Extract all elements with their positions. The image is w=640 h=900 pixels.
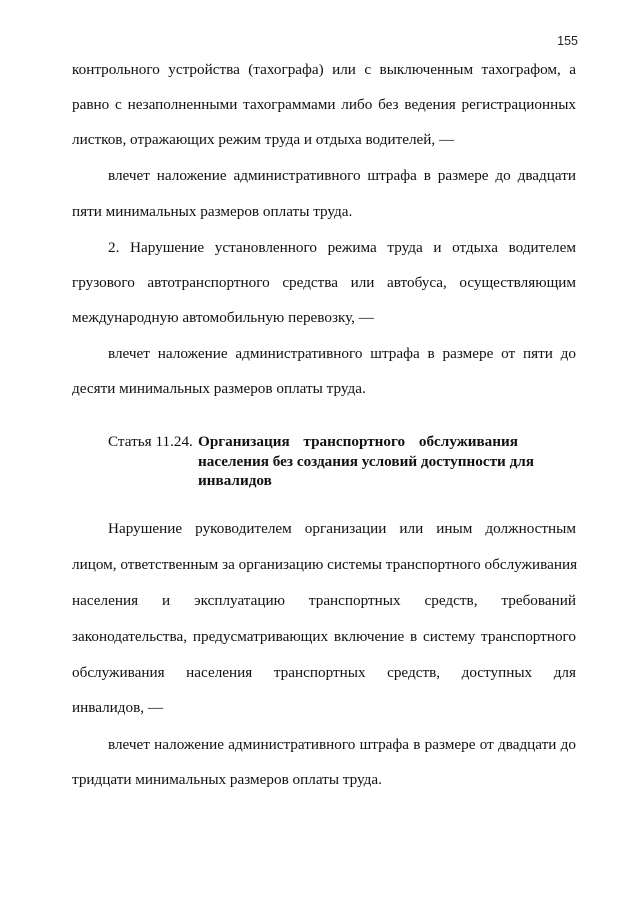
text-line: десяти минимальных размеров оплаты труда.	[72, 380, 366, 397]
text-line: тридцати минимальных размеров оплаты труда.	[72, 771, 382, 788]
text-line: листков, отражающих режим труда и отдыха водителей, —	[72, 131, 455, 148]
text-line: инвалидов, —	[72, 699, 164, 716]
text-line: влечет наложение административного штрафа в размере до двадцати	[108, 167, 576, 184]
page-number: 155	[557, 34, 578, 48]
text-line: законодательства, предусматривающих включение в систему транспортного	[72, 628, 576, 645]
text-line: пяти минимальных размеров оплаты труда.	[72, 203, 353, 220]
text-line: населения и эксплуатацию транспортных средств, требований	[72, 592, 576, 609]
text-line: Нарушение руководителем организации или иным должностным	[108, 520, 576, 537]
article-title-line: инвалидов	[198, 472, 272, 489]
text-line: обслуживания населения транспортных средств, доступных для	[72, 664, 576, 681]
text-line: контрольного устройства (тахографа) или с выключенным тахографом, а	[72, 61, 576, 78]
text-line: влечет наложение административного штрафа в размере от пяти до	[108, 345, 576, 362]
article-title-line: населения без создания условий доступности для	[198, 453, 535, 470]
text-line: 2. Нарушение установленного режима труда и отдыха водителем	[108, 239, 576, 256]
article-title-line: Организация транспортного обслуживания	[198, 433, 518, 450]
text-line: влечет наложение административного штрафа в размере от двадцати до	[108, 736, 576, 753]
text-line: лицом, ответственным за организацию системы транспортного обслуживания	[72, 556, 578, 573]
article-label: Статья 11.24.	[108, 433, 193, 450]
text-line: равно с незаполненными тахограммами либо без ведения регистрационных	[72, 96, 576, 113]
text-line: грузового автотранспортного средства или автобуса, осуществляющим	[72, 274, 576, 291]
text-line: международную автомобильную перевозку, —	[72, 309, 374, 326]
